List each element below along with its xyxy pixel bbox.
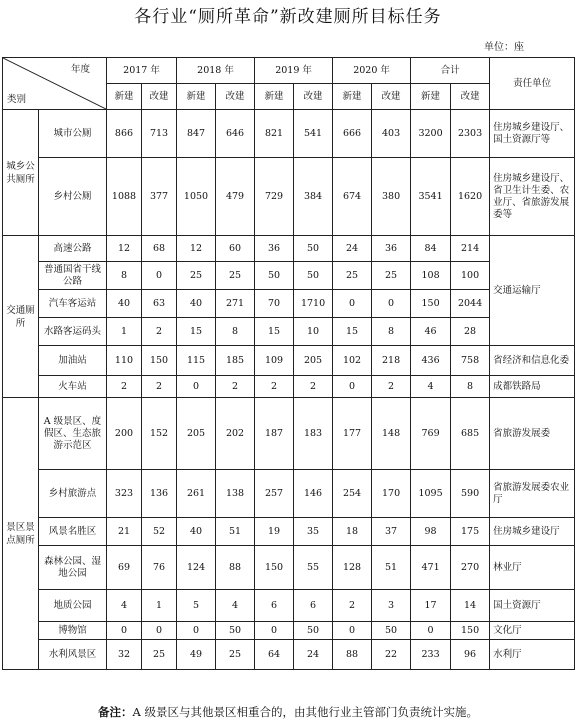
value-cell: 14 — [451, 590, 490, 622]
group-label: 交通厕所 — [3, 236, 39, 398]
value-cell: 150 — [255, 546, 294, 590]
value-cell: 0 — [177, 376, 216, 398]
value-cell: 4 — [107, 590, 142, 622]
group-label: 景区景点厕所 — [3, 398, 39, 670]
total-header: 合计 — [411, 58, 490, 84]
value-cell: 32 — [107, 640, 142, 670]
dept-cell: 交通运输厅 — [490, 236, 575, 346]
value-cell: 170 — [372, 470, 411, 518]
value-cell: 2044 — [451, 290, 490, 318]
value-cell: 0 — [142, 262, 177, 290]
value-cell: 146 — [294, 470, 333, 518]
dept-cell: 省旅游发展委农业厅 — [490, 470, 575, 518]
value-cell: 68 — [142, 236, 177, 262]
row-name: 汽车客运站 — [39, 290, 107, 318]
sub-header-new: 新建 — [411, 84, 451, 110]
value-cell: 6 — [294, 590, 333, 622]
sub-header-rebuild: 改建 — [216, 84, 255, 110]
value-cell: 51 — [372, 546, 411, 590]
value-cell: 12 — [107, 236, 142, 262]
value-cell: 28 — [451, 318, 490, 346]
value-cell: 150 — [411, 290, 451, 318]
value-cell: 479 — [216, 158, 255, 236]
value-cell: 36 — [255, 236, 294, 262]
value-cell: 0 — [107, 622, 142, 640]
value-cell: 148 — [372, 398, 411, 470]
value-cell: 1 — [142, 590, 177, 622]
year-header: 2019 年 — [255, 58, 333, 84]
row-name: 风景名胜区 — [39, 518, 107, 546]
value-cell: 769 — [411, 398, 451, 470]
value-cell: 2 — [333, 590, 372, 622]
value-cell: 271 — [216, 290, 255, 318]
value-cell: 35 — [294, 518, 333, 546]
value-cell: 102 — [333, 346, 372, 376]
value-cell: 136 — [142, 470, 177, 518]
value-cell: 377 — [142, 158, 177, 236]
value-cell: 40 — [177, 518, 216, 546]
value-cell: 152 — [142, 398, 177, 470]
row-name: 城市公厕 — [39, 110, 107, 158]
value-cell: 713 — [142, 110, 177, 158]
value-cell: 4 — [216, 590, 255, 622]
value-cell: 0 — [333, 622, 372, 640]
footnote-text: A 级景区与其他景区相重合的，由其他行业主管部门负责统计实施。 — [132, 705, 478, 719]
value-cell: 1088 — [107, 158, 142, 236]
row-name: 博物馆 — [39, 622, 107, 640]
value-cell: 36 — [372, 236, 411, 262]
row-name: 加油站 — [39, 346, 107, 376]
value-cell: 2 — [216, 376, 255, 398]
value-cell: 1 — [107, 318, 142, 346]
value-cell: 49 — [177, 640, 216, 670]
value-cell: 729 — [255, 158, 294, 236]
value-cell: 63 — [142, 290, 177, 318]
value-cell: 10 — [294, 318, 333, 346]
value-cell: 46 — [411, 318, 451, 346]
value-cell: 1620 — [451, 158, 490, 236]
value-cell: 70 — [255, 290, 294, 318]
dept-cell: 林业厅 — [490, 546, 575, 590]
value-cell: 64 — [255, 640, 294, 670]
unit-label: 单位：座 — [484, 42, 524, 53]
value-cell: 2 — [372, 376, 411, 398]
value-cell: 0 — [142, 622, 177, 640]
value-cell: 50 — [216, 622, 255, 640]
value-cell: 323 — [107, 470, 142, 518]
value-cell: 646 — [216, 110, 255, 158]
value-cell: 108 — [411, 262, 451, 290]
value-cell: 175 — [451, 518, 490, 546]
value-cell: 150 — [142, 346, 177, 376]
value-cell: 214 — [451, 236, 490, 262]
diag-category-label: 类别 — [7, 94, 27, 105]
value-cell: 3 — [372, 590, 411, 622]
dept-cell: 水利厅 — [490, 640, 575, 670]
row-name: 地质公园 — [39, 590, 107, 622]
value-cell: 37 — [372, 518, 411, 546]
value-cell: 25 — [177, 262, 216, 290]
sub-header-rebuild: 改建 — [294, 84, 333, 110]
value-cell: 1095 — [411, 470, 451, 518]
value-cell: 0 — [255, 622, 294, 640]
value-cell: 183 — [294, 398, 333, 470]
row-name: 乡村公厕 — [39, 158, 107, 236]
value-cell: 254 — [333, 470, 372, 518]
row-name: 水路客运码头 — [39, 318, 107, 346]
value-cell: 128 — [333, 546, 372, 590]
value-cell: 200 — [107, 398, 142, 470]
value-cell: 18 — [333, 518, 372, 546]
value-cell: 40 — [177, 290, 216, 318]
value-cell: 150 — [451, 622, 490, 640]
value-cell: 2 — [255, 376, 294, 398]
value-cell: 3200 — [411, 110, 451, 158]
value-cell: 50 — [372, 622, 411, 640]
sub-header-new: 新建 — [177, 84, 216, 110]
row-name: 乡村旅游点 — [39, 470, 107, 518]
sub-header-new: 新建 — [107, 84, 142, 110]
dept-cell: 省经济和信息化委 — [490, 346, 575, 376]
value-cell: 471 — [411, 546, 451, 590]
value-cell: 98 — [411, 518, 451, 546]
value-cell: 0 — [177, 622, 216, 640]
value-cell: 2303 — [451, 110, 490, 158]
sub-header-rebuild: 改建 — [451, 84, 490, 110]
value-cell: 2 — [142, 376, 177, 398]
value-cell: 436 — [411, 346, 451, 376]
value-cell: 84 — [411, 236, 451, 262]
row-name: A 级景区、度假区、生态旅游示范区 — [39, 398, 107, 470]
dept-cell: 住房城乡建设厅、省卫生计生委、农业厅、省旅游发展委等 — [490, 158, 575, 236]
value-cell: 403 — [372, 110, 411, 158]
row-name: 普通国省干线公路 — [39, 262, 107, 290]
value-cell: 96 — [451, 640, 490, 670]
value-cell: 51 — [216, 518, 255, 546]
value-cell: 177 — [333, 398, 372, 470]
value-cell: 17 — [411, 590, 451, 622]
value-cell: 202 — [216, 398, 255, 470]
value-cell: 52 — [142, 518, 177, 546]
row-name: 水利风景区 — [39, 640, 107, 670]
row-name: 森林公园、湿地公园 — [39, 546, 107, 590]
value-cell: 218 — [372, 346, 411, 376]
value-cell: 205 — [294, 346, 333, 376]
value-cell: 12 — [177, 236, 216, 262]
year-header: 2020 年 — [333, 58, 411, 84]
value-cell: 21 — [107, 518, 142, 546]
dept-cell: 住房城乡建设厅 — [490, 518, 575, 546]
value-cell: 60 — [216, 236, 255, 262]
value-cell: 24 — [294, 640, 333, 670]
value-cell: 590 — [451, 470, 490, 518]
value-cell: 50 — [294, 262, 333, 290]
dept-cell: 成都铁路局 — [490, 376, 575, 398]
value-cell: 6 — [255, 590, 294, 622]
dept-cell: 省旅游发展委 — [490, 398, 575, 470]
value-cell: 15 — [333, 318, 372, 346]
value-cell: 5 — [177, 590, 216, 622]
value-cell: 138 — [216, 470, 255, 518]
value-cell: 847 — [177, 110, 216, 158]
value-cell: 69 — [107, 546, 142, 590]
footnote-label: 备注： — [98, 705, 133, 719]
value-cell: 55 — [294, 546, 333, 590]
value-cell: 25 — [372, 262, 411, 290]
footnote — [0, 704, 576, 720]
value-cell: 109 — [255, 346, 294, 376]
value-cell: 4 — [411, 376, 451, 398]
value-cell: 76 — [142, 546, 177, 590]
value-cell: 8 — [107, 262, 142, 290]
sub-header-new: 新建 — [255, 84, 294, 110]
page-title: 各行业“厕所革命”新改建厕所目标任务 — [134, 7, 442, 27]
value-cell: 233 — [411, 640, 451, 670]
value-cell: 3541 — [411, 158, 451, 236]
value-cell: 25 — [216, 640, 255, 670]
value-cell: 261 — [177, 470, 216, 518]
year-header: 2018 年 — [177, 58, 255, 84]
value-cell: 0 — [333, 290, 372, 318]
value-cell: 15 — [177, 318, 216, 346]
target-table — [2, 57, 575, 670]
sub-header-new: 新建 — [333, 84, 372, 110]
value-cell: 24 — [333, 236, 372, 262]
value-cell: 50 — [294, 622, 333, 640]
value-cell: 2 — [107, 376, 142, 398]
value-cell: 187 — [255, 398, 294, 470]
value-cell: 22 — [372, 640, 411, 670]
value-cell: 25 — [216, 262, 255, 290]
value-cell: 821 — [255, 110, 294, 158]
value-cell: 0 — [372, 290, 411, 318]
value-cell: 384 — [294, 158, 333, 236]
diagonal-header-cell — [3, 58, 107, 110]
value-cell: 8 — [216, 318, 255, 346]
value-cell: 685 — [451, 398, 490, 470]
dept-cell: 国土资源厅 — [490, 590, 575, 622]
value-cell: 110 — [107, 346, 142, 376]
value-cell: 50 — [294, 236, 333, 262]
value-cell: 1050 — [177, 158, 216, 236]
value-cell: 541 — [294, 110, 333, 158]
value-cell: 1710 — [294, 290, 333, 318]
value-cell: 100 — [451, 262, 490, 290]
sub-header-rebuild: 改建 — [142, 84, 177, 110]
value-cell: 185 — [216, 346, 255, 376]
dept-header: 责任单位 — [490, 58, 575, 110]
value-cell: 0 — [411, 622, 451, 640]
value-cell: 8 — [451, 376, 490, 398]
value-cell: 380 — [372, 158, 411, 236]
value-cell: 205 — [177, 398, 216, 470]
value-cell: 8 — [372, 318, 411, 346]
value-cell: 674 — [333, 158, 372, 236]
value-cell: 2 — [294, 376, 333, 398]
group-label: 城乡公共厕所 — [3, 110, 39, 236]
row-name: 火车站 — [39, 376, 107, 398]
value-cell: 124 — [177, 546, 216, 590]
value-cell: 257 — [255, 470, 294, 518]
year-header: 2017 年 — [107, 58, 177, 84]
value-cell: 115 — [177, 346, 216, 376]
diag-year-label: 年度 — [70, 64, 90, 75]
value-cell: 19 — [255, 518, 294, 546]
value-cell: 270 — [451, 546, 490, 590]
value-cell: 88 — [216, 546, 255, 590]
dept-cell: 住房城乡建设厅、国土资源厅等 — [490, 110, 575, 158]
dept-cell: 文化厅 — [490, 622, 575, 640]
value-cell: 25 — [142, 640, 177, 670]
value-cell: 666 — [333, 110, 372, 158]
value-cell: 88 — [333, 640, 372, 670]
value-cell: 50 — [255, 262, 294, 290]
value-cell: 15 — [255, 318, 294, 346]
value-cell: 25 — [333, 262, 372, 290]
value-cell: 0 — [333, 376, 372, 398]
value-cell: 2 — [142, 318, 177, 346]
value-cell: 758 — [451, 346, 490, 376]
value-cell: 866 — [107, 110, 142, 158]
value-cell: 40 — [107, 290, 142, 318]
row-name: 高速公路 — [39, 236, 107, 262]
sub-header-rebuild: 改建 — [372, 84, 411, 110]
